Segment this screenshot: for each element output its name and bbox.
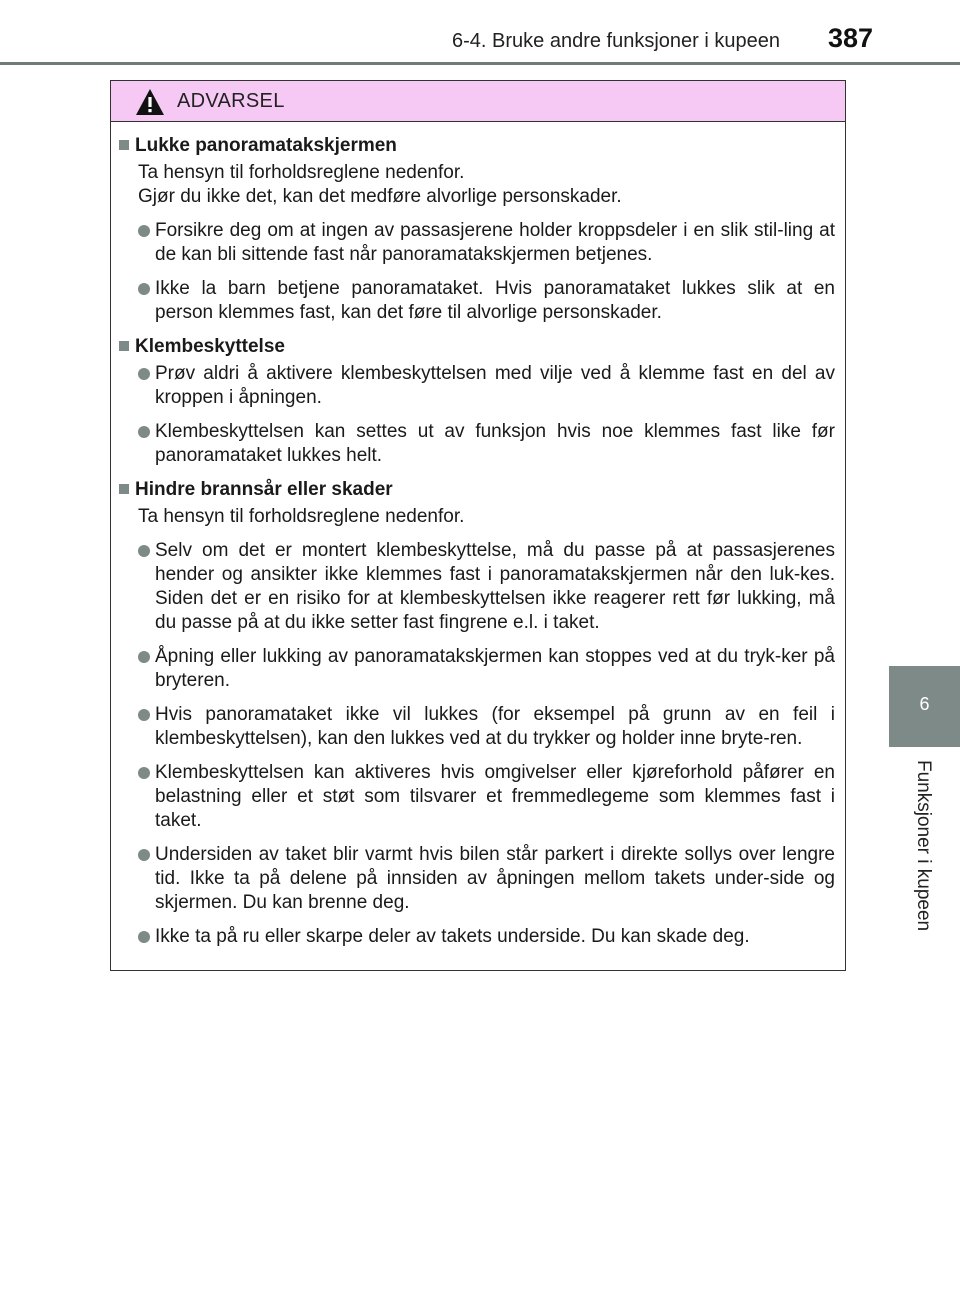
- list-item-text: Prøv aldri å aktivere klembeskyttelsen med vilje ved å klemme fast en del av kroppen i åpningen.: [155, 363, 835, 408]
- warning-body: [111, 122, 845, 949]
- list-item: [119, 277, 835, 325]
- bullet-dot-icon: [138, 225, 150, 237]
- bullet-dot-icon: [138, 545, 150, 557]
- list-item-text: Klembeskyttelsen kan settes ut av funksjon hvis noe klemmes fast like før panoramataket lukkes helt.: [155, 421, 835, 466]
- bullet-dot-icon: [138, 709, 150, 721]
- bullet-list: [119, 219, 835, 325]
- intro-text: Ta hensyn til forholdsreglene nedenfor.: [138, 162, 465, 183]
- list-item: [119, 843, 835, 915]
- section-heading-text: Lukke panoramatakskjermen: [135, 135, 397, 156]
- section-heading: [119, 134, 835, 158]
- section-heading-text: Hindre brannsår eller skader: [135, 479, 393, 500]
- square-bullet-icon: [119, 140, 129, 150]
- section-heading-text: Klembeskyttelse: [135, 336, 285, 357]
- section-heading: [119, 335, 835, 359]
- section-heading: [119, 478, 835, 502]
- chapter-tab: [889, 666, 960, 747]
- square-bullet-icon: [119, 484, 129, 494]
- list-item: [119, 219, 835, 267]
- list-item-text: Selv om det er montert klembeskyttelse, må du passe på at passasjerenes hender og ansikter ikke klemmes fast i panoramatakskjermen når den luk-kes. Siden det er en risiko for at klembeskyttelsen ikke reagerer rett før lukking, må du passe på at du ikke setter fast fingrene e.l. i taket.: [155, 540, 835, 633]
- warning-box: [110, 80, 846, 971]
- bullet-dot-icon: [138, 368, 150, 380]
- bullet-dot-icon: [138, 849, 150, 861]
- warning-header: [111, 81, 845, 122]
- bullet-dot-icon: [138, 767, 150, 779]
- list-item-text: Ikke ta på ru eller skarpe deler av takets underside. Du kan skade deg.: [155, 926, 750, 947]
- square-bullet-icon: [119, 341, 129, 351]
- list-item-text: Undersiden av taket blir varmt hvis bilen står parkert i direkte sollys over lengre tid. Ikke ta på delene på innsiden av åpningen mellom takets under-side og skjermen. Du kan brenne deg.: [155, 844, 835, 913]
- section-prevent-burns: [119, 478, 835, 949]
- bullet-dot-icon: [138, 426, 150, 438]
- list-item-text: Forsikre deg om at ingen av passasjerene holder kroppsdeler i en slik stil-ling at de kan bli sittende fast når panoramatakskjermen betjenes.: [155, 220, 835, 265]
- list-item-text: Hvis panoramataket ikke vil lukkes (for eksempel på grunn av en feil i klembeskyttelsen), kan den lukkes ved at du trykker og holder inne bryte-ren.: [155, 704, 835, 749]
- bullet-dot-icon: [138, 931, 150, 943]
- chapter-number: 6: [919, 694, 930, 714]
- list-item: [119, 362, 835, 410]
- list-item: [119, 420, 835, 468]
- section-jam-protection: [119, 335, 835, 468]
- list-item: [119, 703, 835, 751]
- section-closing-shade: [119, 134, 835, 325]
- page-number: 387: [828, 23, 874, 53]
- chapter-title: Funksjoner i kupeen: [913, 760, 934, 932]
- header-rule: [0, 62, 960, 65]
- list-item-text: Åpning eller lukking av panoramatakskjermen kan stoppes ved at du tryk-ker på bryteren.: [155, 646, 835, 691]
- list-item-text: Klembeskyttelsen kan aktiveres hvis omgivelser eller kjøreforhold påfører en belastning eller et støt som tilsvarer et fremmedlegeme som klemmes fast i taket.: [155, 762, 835, 831]
- bullet-list: [119, 539, 835, 949]
- bullet-list: [119, 362, 835, 468]
- running-header: 6-4. Bruke andre funksjoner i kupeen: [452, 30, 780, 52]
- list-item: [119, 645, 835, 693]
- intro-text: Gjør du ikke det, kan det medføre alvorlige personskader.: [138, 186, 622, 207]
- list-item-text: Ikke la barn betjene panoramataket. Hvis panoramataket lukkes slik at en person klemmes fast, kan det føre til alvorlige personskader.: [155, 278, 835, 323]
- list-item: [119, 925, 835, 949]
- bullet-dot-icon: [138, 283, 150, 295]
- intro-text: Ta hensyn til forholdsreglene nedenfor.: [138, 506, 465, 527]
- warning-title: ADVARSEL: [177, 89, 285, 112]
- list-item: [119, 761, 835, 833]
- list-item: [119, 539, 835, 635]
- warning-triangle-icon: [135, 88, 165, 116]
- bullet-dot-icon: [138, 651, 150, 663]
